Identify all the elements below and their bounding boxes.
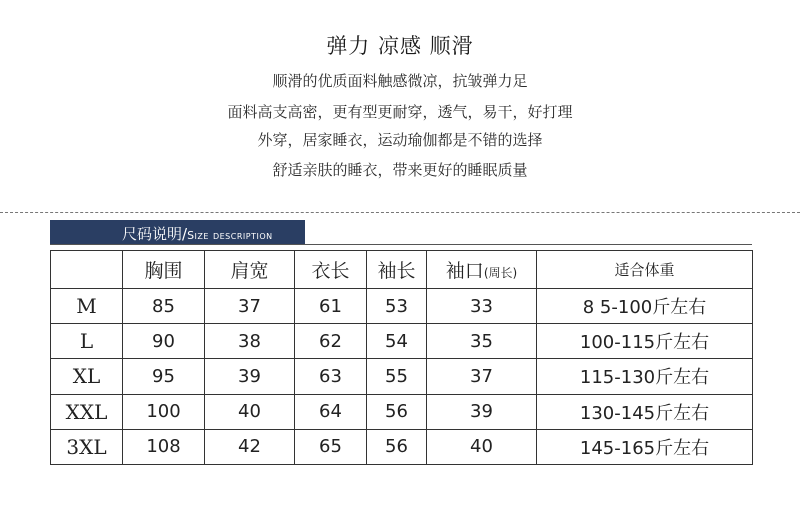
cell-weight: 130-145斤左右 bbox=[537, 394, 753, 429]
cell-cuff: 37 bbox=[427, 359, 537, 394]
table-row bbox=[51, 359, 753, 394]
cell-size: XXL bbox=[51, 394, 123, 429]
description-line-3: 外穿，居家睡衣，运动瑜伽都是不错的选择 bbox=[257, 131, 543, 149]
cell-chest: 95 bbox=[123, 359, 205, 394]
description-line-1: 顺滑的优质面料触感微凉，抗皱弹力足 bbox=[272, 72, 528, 90]
header-sleeve: 袖长 bbox=[367, 251, 427, 289]
header-cuff-note: (周长) bbox=[483, 266, 518, 280]
size-description-header bbox=[50, 220, 305, 244]
cell-length: 61 bbox=[295, 289, 367, 324]
header-shoulder: 肩宽 bbox=[205, 251, 295, 289]
cell-shoulder: 40 bbox=[205, 394, 295, 429]
description-line-4: 舒适亲肤的睡衣，带来更好的睡眠质量 bbox=[272, 161, 528, 179]
header-length: 衣长 bbox=[295, 251, 367, 289]
cell-chest: 108 bbox=[123, 429, 205, 464]
cell-shoulder: 38 bbox=[205, 324, 295, 359]
cell-cuff: 35 bbox=[427, 324, 537, 359]
header-chest: 胸围 bbox=[123, 251, 205, 289]
cell-chest: 90 bbox=[123, 324, 205, 359]
cell-weight: 100-115斤左右 bbox=[537, 324, 753, 359]
cell-chest: 100 bbox=[123, 394, 205, 429]
page-title: 弹力 凉感 顺滑 bbox=[326, 34, 474, 58]
cell-length: 62 bbox=[295, 324, 367, 359]
dashed-divider bbox=[0, 212, 800, 213]
cell-length: 65 bbox=[295, 429, 367, 464]
table-row bbox=[51, 324, 753, 359]
cell-shoulder: 42 bbox=[205, 429, 295, 464]
table-row bbox=[51, 429, 753, 464]
cell-size: L bbox=[51, 324, 123, 359]
cell-size: M bbox=[51, 289, 123, 324]
description-line-2: 面料高支高密，更有型更耐穿，透气，易干，好打理 bbox=[227, 103, 573, 121]
table-header-row bbox=[51, 251, 753, 289]
cell-cuff: 39 bbox=[427, 394, 537, 429]
size-header-title-cn: 尺码说明 bbox=[122, 225, 183, 243]
header-rule bbox=[50, 244, 752, 245]
table-row bbox=[51, 394, 753, 429]
header-cuff-label: 袖口 bbox=[445, 260, 484, 282]
header-fit-weight: 适合体重 bbox=[537, 251, 753, 289]
size-table bbox=[50, 250, 753, 465]
size-header-title-en: Size description bbox=[187, 229, 273, 242]
cell-weight: 145-165斤左右 bbox=[537, 429, 753, 464]
cell-sleeve: 53 bbox=[367, 289, 427, 324]
cell-shoulder: 39 bbox=[205, 359, 295, 394]
cell-chest: 85 bbox=[123, 289, 205, 324]
table-row bbox=[51, 289, 753, 324]
cell-sleeve: 56 bbox=[367, 429, 427, 464]
cell-length: 64 bbox=[295, 394, 367, 429]
cell-shoulder: 37 bbox=[205, 289, 295, 324]
header-size bbox=[51, 251, 123, 289]
cell-sleeve: 56 bbox=[367, 394, 427, 429]
cell-cuff: 40 bbox=[427, 429, 537, 464]
cell-cuff: 33 bbox=[427, 289, 537, 324]
cell-length: 63 bbox=[295, 359, 367, 394]
header-cuff bbox=[427, 251, 537, 289]
cell-size: 3XL bbox=[51, 429, 123, 464]
cell-weight: 115-130斤左右 bbox=[537, 359, 753, 394]
size-header-slash: / bbox=[182, 225, 188, 243]
size-header-text bbox=[122, 223, 273, 244]
cell-weight: 8 5-100斤左右 bbox=[537, 289, 753, 324]
cell-size: XL bbox=[51, 359, 123, 394]
cell-sleeve: 55 bbox=[367, 359, 427, 394]
cell-sleeve: 54 bbox=[367, 324, 427, 359]
